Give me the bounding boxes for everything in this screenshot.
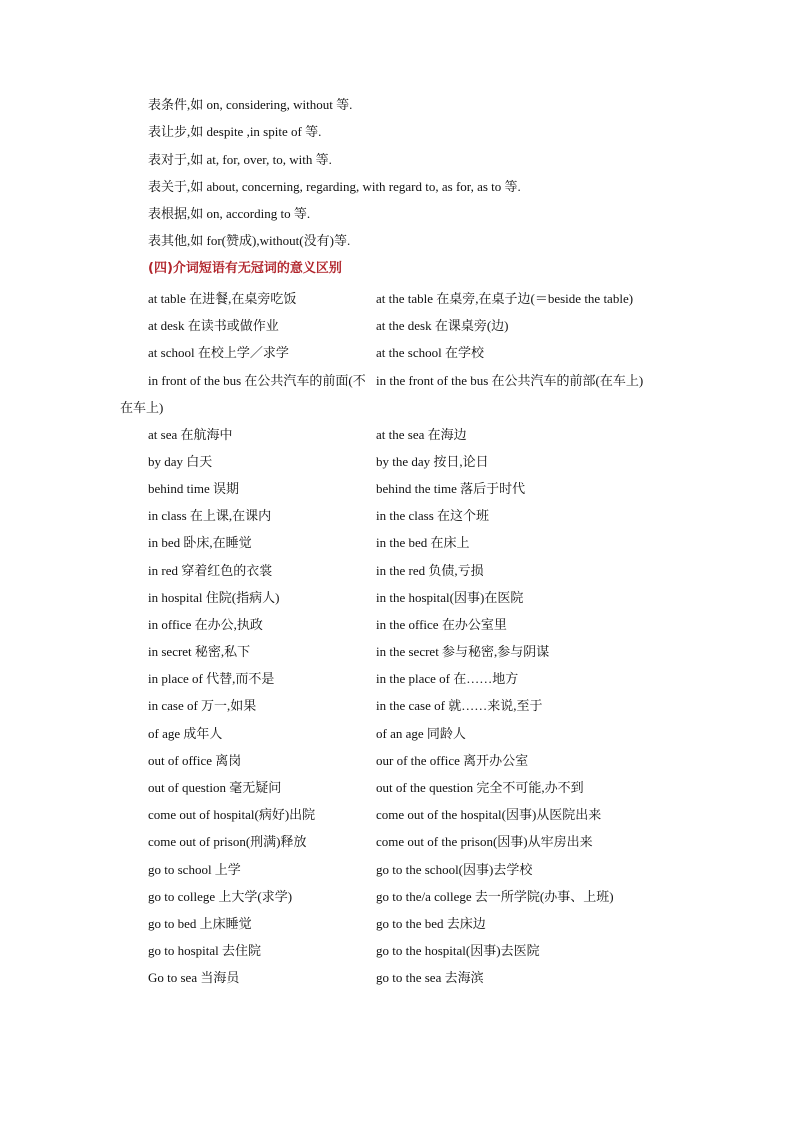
phrase-with-article: at the desk 在课桌旁(边) [376, 318, 509, 334]
phrase-with-article: at the table 在桌旁,在桌子边(＝beside the table) [376, 291, 634, 306]
intro-line: 表其他,如 for(赞成),without(没有)等. [148, 233, 351, 249]
phrase-with-article: in the case of 就……来说,至于 [376, 698, 543, 714]
intro-line: 表条件,如 on, considering, without 等. [148, 97, 353, 112]
intro-line: 表让步,如 despite ,in spite of 等. [148, 124, 322, 140]
phrase-row [120, 557, 680, 584]
phrase-row [120, 448, 680, 475]
phrase-without-article: in secret 秘密,私下 [148, 644, 251, 660]
section-heading: (四)介词短语有无冠词的意义区别 [148, 261, 342, 276]
phrase-row [120, 720, 680, 747]
phrase-with-article: in the red 负债,亏损 [376, 562, 484, 578]
intro-list [148, 94, 708, 258]
phrase-with-article: in the front of the bus 在公共汽车的前部(在车上) [376, 372, 644, 388]
phrase-with-article: come out of the prison(因事)从牢房出来 [376, 834, 593, 850]
phrase-row [120, 910, 680, 937]
phrase-with-article: behind the time 落后于时代 [376, 480, 526, 496]
phrase-without-article: go to college 上大学(求学) [148, 888, 293, 904]
phrase-with-article: in the class 在这个班 [376, 508, 490, 524]
phrase-row [120, 801, 680, 828]
phrase-with-article: go to the school(因事)去学校 [376, 861, 533, 877]
phrase-without-article: go to bed 上床睡觉 [148, 915, 252, 931]
phrase-with-article: come out of the hospital(因事)从医院出来 [376, 807, 602, 823]
phrase-row [120, 692, 680, 719]
phrase-without-article: in office 在办公,执政 [148, 616, 263, 632]
phrase-with-article: of an age 同龄人 [376, 725, 466, 741]
phrase-row [120, 611, 680, 638]
phrase-with-article: go to the bed 去床边 [376, 915, 486, 931]
phrase-without-article: at sea 在航海中 [148, 426, 233, 442]
phrase-with-article: go to the hospital(因事)去医院 [376, 943, 540, 959]
phrase-without-article: of age 成年人 [148, 725, 223, 741]
phrase-with-article: in the office 在办公室里 [376, 616, 507, 632]
phrase-without-article: behind time 误期 [148, 480, 239, 496]
phrase-row [120, 856, 680, 883]
phrase-without-article: go to school 上学 [148, 861, 241, 877]
phrase-row [120, 774, 680, 801]
phrase-without-article: come out of prison(刑满)释放 [148, 834, 307, 850]
phrase-row [120, 828, 680, 855]
phrase-without-article: in place of 代替,而不是 [148, 671, 275, 687]
phrase-without-article: at desk 在读书或做作业 [148, 318, 279, 334]
phrase-without-article: in front of the bus 在公共汽车的前面(不在车上) [120, 372, 366, 415]
phrase-row [120, 312, 680, 339]
phrase-without-article: in red 穿着红色的衣裳 [148, 562, 273, 578]
phrase-with-article: by the day 按日,论日 [376, 453, 489, 469]
phrase-row [120, 285, 680, 312]
phrase-without-article: by day 白天 [148, 453, 213, 469]
phrase-without-article: in case of 万一,如果 [148, 698, 257, 714]
phrase-without-article: in class 在上课,在课内 [148, 508, 272, 524]
phrase-row [120, 665, 680, 692]
phrase-with-article: at the sea 在海边 [376, 426, 467, 442]
phrase-without-article: come out of hospital(病好)出院 [148, 807, 316, 823]
phrase-without-article: go to hospital 去住院 [148, 943, 262, 959]
phrase-row [120, 964, 680, 991]
phrase-row [120, 421, 680, 448]
phrase-row [120, 747, 680, 774]
phrase-with-article: in the bed 在床上 [376, 535, 470, 551]
phrase-with-article: in the place of 在……地方 [376, 671, 519, 687]
intro-line: 表关于,如 about, concerning, regarding, with regard to, as for, as to 等. [148, 178, 521, 194]
phrase-without-article: out of office 离岗 [148, 752, 242, 768]
phrase-with-article: at the school 在学校 [376, 345, 484, 361]
phrase-row [120, 529, 680, 556]
phrase-row [120, 638, 680, 665]
phrase-with-article: in the hospital(因事)在医院 [376, 589, 524, 605]
intro-line: 表对于,如 at, for, over, to, with 等. [148, 151, 332, 167]
phrase-without-article: in bed 卧床,在睡觉 [148, 535, 252, 551]
intro-line: 表根据,如 on, according to 等. [148, 206, 311, 222]
phrase-row [120, 502, 680, 529]
phrase-row [120, 475, 680, 502]
phrase-comparison-table [120, 285, 680, 992]
phrase-with-article: out of the question 完全不可能,办不到 [376, 780, 584, 795]
phrase-row [120, 367, 680, 421]
phrase-row [120, 584, 680, 611]
phrase-row [120, 883, 680, 910]
phrase-with-article: in the secret 参与秘密,参与阴谋 [376, 644, 550, 660]
phrase-row [120, 339, 680, 366]
phrase-without-article: out of question 毫无疑问 [148, 780, 282, 795]
phrase-row [120, 937, 680, 964]
phrase-without-article: in hospital 住院(指病人) [148, 589, 280, 605]
phrase-with-article: go to the/a college 去一所学院(办事、上班) [376, 888, 614, 904]
phrase-with-article: our of the office 离开办公室 [376, 752, 529, 768]
phrase-without-article: at table 在进餐,在桌旁吃饭 [148, 291, 297, 306]
phrase-without-article: at school 在校上学／求学 [148, 345, 289, 361]
phrase-with-article: go to the sea 去海滨 [376, 970, 484, 986]
phrase-without-article: Go to sea 当海员 [148, 970, 240, 986]
